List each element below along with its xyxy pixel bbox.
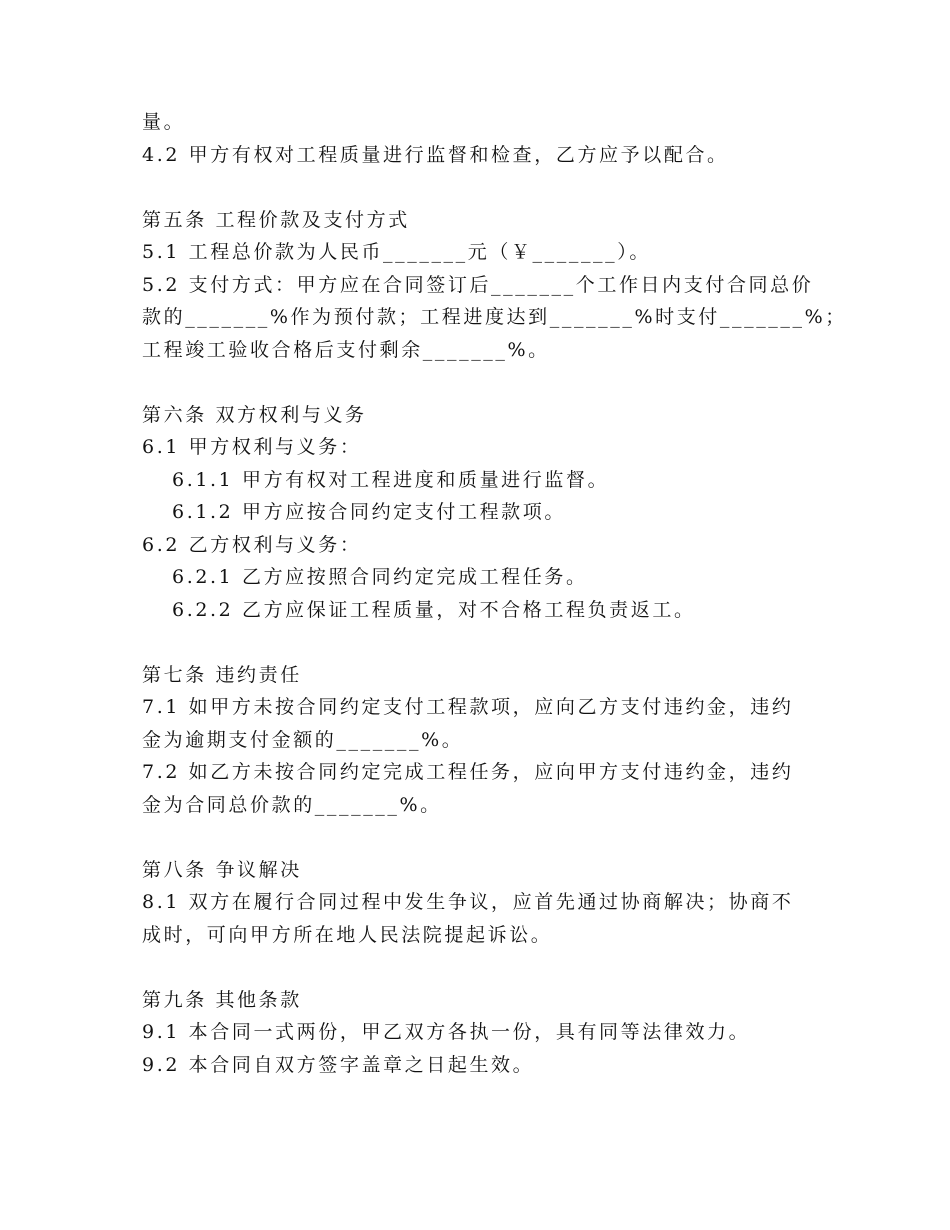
paragraph-gap	[142, 171, 822, 204]
text-line: 7.1 如甲方未按合同约定支付工程款项，应向乙方支付违约金，违约	[142, 696, 794, 718]
text-line: 6.1.1 甲方有权对工程进度和质量进行监督。	[172, 468, 610, 491]
text-line: 成时，可向甲方所在地人民法院提起诉讼。	[142, 923, 553, 946]
text-line: 8.1 双方在履行合同过程中发生争议，应首先通过协商解决；协商不	[142, 891, 794, 913]
text-line: 6.2.2 乙方应保证工程质量，对不合格工程负责返工。	[172, 598, 696, 621]
text-line: 量。	[142, 111, 186, 133]
paragraph-gap	[142, 951, 822, 984]
text-line: 6.1 甲方权利与义务：	[142, 436, 362, 458]
text-line: 第七条 违约责任	[142, 663, 302, 686]
text-line: 金为合同总价款的_______%。	[142, 793, 442, 816]
paragraph-gap	[142, 366, 822, 399]
text-line: 7.2 如乙方未按合同约定完成工程任务，应向甲方支付违约金，违约	[142, 761, 794, 783]
paragraph-gap	[142, 626, 822, 659]
text-line: 5.2 支付方式：甲方应在合同签订后_______个工作日内支付合同总价	[142, 273, 814, 296]
text-line: 4.2 甲方有权对工程质量进行监督和检查，乙方应予以配合。	[142, 143, 729, 166]
document-body	[142, 106, 847, 1081]
text-line: 6.1.2 甲方应按合同约定支付工程款项。	[172, 501, 566, 523]
text-line: 款的_______%作为预付款；工程进度达到_______%时支付_______%；	[142, 306, 847, 328]
text-line: 9.2 本合同自双方签字盖章之日起生效。	[142, 1053, 535, 1076]
text-line: 金为逾期支付金额的_______%。	[142, 728, 464, 751]
text-line: 第五条 工程价款及支付方式	[142, 208, 410, 231]
text-line: 第六条 双方权利与义务	[142, 403, 367, 426]
text-line: 5.1 工程总价款为人民币_______元（￥_______）。	[142, 241, 651, 263]
paragraph-gap	[142, 821, 822, 854]
text-line: 6.2.1 乙方应按照合同约定完成工程任务。	[172, 566, 588, 588]
text-line: 6.2 乙方权利与义务：	[142, 533, 362, 556]
text-line: 第八条 争议解决	[142, 858, 302, 881]
text-line: 9.1 本合同一式两份，甲乙双方各执一份，具有同等法律效力。	[142, 1021, 751, 1043]
text-line: 第九条 其他条款	[142, 988, 302, 1011]
text-line: 工程竣工验收合格后支付剩余_______%。	[142, 338, 550, 361]
